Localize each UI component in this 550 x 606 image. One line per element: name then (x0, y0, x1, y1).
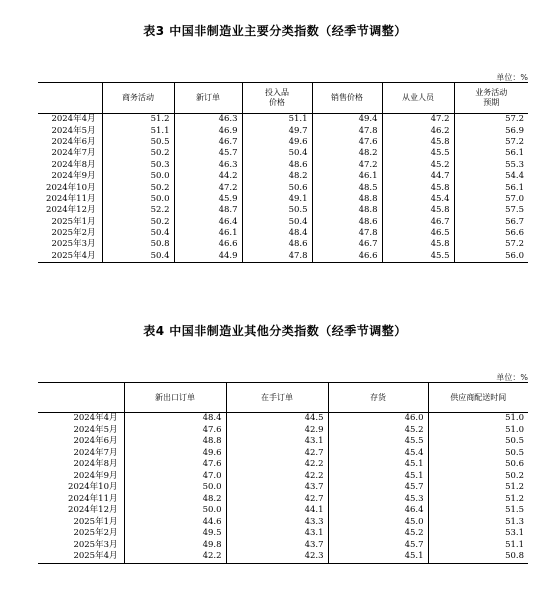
row-month-label: 2024年6月 (51, 136, 96, 147)
table-row (38, 505, 528, 517)
table-cell: 56.6 (454, 228, 528, 239)
row-month-label: 2024年7月 (73, 447, 118, 458)
table-cell: 44.5 (226, 413, 328, 425)
row-month-label: 2024年12月 (68, 505, 118, 516)
table-cell: 46.6 (174, 239, 242, 250)
table-cell: 51.2 (102, 114, 174, 126)
table-cell: 45.9 (174, 194, 242, 205)
table-row (38, 436, 528, 448)
table-cell: 45.5 (328, 436, 428, 448)
table-cell: 50.4 (242, 148, 312, 159)
table4-header-cell (38, 383, 124, 413)
table-cell: 57.2 (454, 114, 528, 126)
table-cell: 45.8 (382, 182, 454, 193)
table3-header (38, 83, 528, 114)
table-cell: 46.7 (382, 217, 454, 228)
table-cell: 46.1 (312, 171, 382, 182)
table-cell: 57.5 (454, 205, 528, 216)
table-cell: 51.2 (428, 494, 528, 506)
table-cell: 42.2 (226, 459, 328, 471)
table-row (38, 528, 528, 540)
table3-title: 表3 中国非制造业主要分类指数（经季节调整） (143, 24, 407, 38)
row-month-label: 2024年9月 (73, 470, 118, 481)
table-cell: 46.4 (328, 505, 428, 517)
table-cell: 50.2 (102, 182, 174, 193)
table-cell: 46.0 (328, 413, 428, 425)
table-row (38, 251, 528, 263)
table-cell: 45.3 (328, 494, 428, 506)
table3-header-cell: 新订单 (174, 83, 242, 114)
table-cell: 48.6 (312, 217, 382, 228)
table-cell: 45.1 (328, 551, 428, 563)
table-cell: 48.6 (242, 239, 312, 250)
row-month-label: 2024年9月 (51, 171, 96, 182)
table-row (38, 425, 528, 437)
table-cell: 42.2 (226, 471, 328, 483)
table4-other-indices (38, 382, 528, 564)
table-cell: 45.1 (328, 471, 428, 483)
table-cell: 47.8 (242, 251, 312, 263)
table-cell: 45.8 (382, 137, 454, 148)
row-month-label: 2024年6月 (73, 436, 118, 447)
table-row (38, 239, 528, 250)
table-cell: 48.4 (124, 413, 226, 425)
table-cell: 49.1 (242, 194, 312, 205)
table-cell: 44.9 (174, 251, 242, 263)
table-cell: 47.6 (124, 425, 226, 437)
table3-header-cell: 商务活动 (102, 83, 174, 114)
row-month-label: 2025年1月 (73, 516, 118, 527)
table-cell: 49.7 (242, 125, 312, 136)
row-month-label: 2024年4月 (73, 413, 118, 424)
table-cell: 43.7 (226, 540, 328, 552)
table-cell: 42.7 (226, 448, 328, 460)
table-cell: 48.2 (124, 494, 226, 506)
table-cell: 50.5 (102, 137, 174, 148)
row-month-label: 2025年2月 (73, 528, 118, 539)
table-cell: 50.2 (102, 217, 174, 228)
table-cell: 46.3 (174, 160, 242, 171)
table-cell: 48.8 (312, 194, 382, 205)
row-month-label: 2024年12月 (46, 205, 96, 216)
table-cell: 45.8 (382, 205, 454, 216)
table-row (38, 182, 528, 193)
table3-header-cell: 从业人员 (382, 83, 454, 114)
table-cell: 45.7 (328, 482, 428, 494)
table-row (38, 148, 528, 159)
row-month-label: 2024年5月 (73, 424, 118, 435)
table-cell: 54.4 (454, 171, 528, 182)
row-month-label: 2025年4月 (38, 551, 124, 563)
table-cell: 45.2 (328, 528, 428, 540)
table-cell: 52.2 (102, 205, 174, 216)
table-cell: 48.6 (242, 160, 312, 171)
table3-unit: 单位：% (496, 73, 528, 82)
table-cell: 47.2 (312, 160, 382, 171)
table4-header-cell: 新出口订单 (124, 383, 226, 413)
table-cell: 46.2 (382, 125, 454, 136)
table3-header-cell: 销售价格 (312, 83, 382, 114)
table-cell: 45.4 (382, 194, 454, 205)
table-cell: 47.0 (124, 471, 226, 483)
row-month-label: 2024年10月 (46, 182, 96, 193)
table-row (38, 517, 528, 529)
table-cell: 50.6 (242, 182, 312, 193)
table-cell: 56.1 (454, 148, 528, 159)
table-cell: 53.1 (428, 528, 528, 540)
table-cell: 46.7 (312, 239, 382, 250)
row-month-label: 2024年11月 (68, 493, 118, 504)
table-cell: 50.0 (124, 482, 226, 494)
table-cell: 51.2 (428, 482, 528, 494)
table3-body (38, 114, 528, 263)
table-cell: 47.2 (382, 114, 454, 126)
table-cell: 43.1 (226, 436, 328, 448)
table-cell: 50.6 (428, 459, 528, 471)
row-month-label: 2024年11月 (46, 193, 96, 204)
table-row (38, 459, 528, 471)
table-cell: 57.2 (454, 137, 528, 148)
table3-header-cell (38, 83, 102, 114)
table-cell: 46.7 (174, 137, 242, 148)
table-row (38, 482, 528, 494)
table-row (38, 160, 528, 171)
table-cell: 51.1 (242, 114, 312, 126)
table-row (38, 228, 528, 239)
row-month-label: 2024年10月 (68, 482, 118, 493)
table-row (38, 494, 528, 506)
table-cell: 45.0 (328, 517, 428, 529)
table-cell: 43.3 (226, 517, 328, 529)
table-cell: 56.1 (454, 182, 528, 193)
table-cell: 50.0 (124, 505, 226, 517)
table-row (38, 471, 528, 483)
table-row (38, 413, 528, 425)
table-row (38, 205, 528, 216)
row-month-label: 2024年4月 (51, 114, 96, 125)
table4-header-cell: 供应商配送时间 (428, 383, 528, 413)
table-row (38, 125, 528, 136)
table-cell: 46.5 (382, 228, 454, 239)
table-cell: 42.3 (226, 551, 328, 563)
table-row (38, 171, 528, 182)
table-row (38, 551, 528, 563)
table-cell: 50.5 (428, 448, 528, 460)
table-cell: 51.0 (428, 425, 528, 437)
row-month-label: 2024年7月 (51, 148, 96, 159)
table-row (38, 137, 528, 148)
table-cell: 47.2 (174, 182, 242, 193)
table-cell: 47.6 (124, 459, 226, 471)
row-month-label: 2025年1月 (51, 216, 96, 227)
table-cell: 45.8 (382, 239, 454, 250)
table4-title: 表4 中国非制造业其他分类指数（经季节调整） (143, 324, 407, 338)
table-cell: 45.7 (328, 540, 428, 552)
table-cell: 50.4 (242, 217, 312, 228)
table-cell: 49.5 (124, 528, 226, 540)
table3-header-cell: 业务活动 预期 (454, 83, 528, 114)
table-cell: 51.5 (428, 505, 528, 517)
table-cell: 51.3 (428, 517, 528, 529)
table4-header-cell: 在手订单 (226, 383, 328, 413)
table-cell: 50.0 (102, 194, 174, 205)
table4-unit: 单位：% (496, 373, 528, 382)
table-cell: 46.1 (174, 228, 242, 239)
table-row (38, 540, 528, 552)
table-cell: 48.2 (242, 171, 312, 182)
table-cell: 46.3 (174, 114, 242, 126)
table-row (38, 114, 528, 126)
table-cell: 44.7 (382, 171, 454, 182)
table-cell: 43.7 (226, 482, 328, 494)
table-cell: 48.8 (124, 436, 226, 448)
table4-body (38, 413, 528, 564)
table-cell: 50.4 (102, 228, 174, 239)
table-cell: 45.2 (382, 160, 454, 171)
table-row (38, 194, 528, 205)
table4-header (38, 383, 528, 413)
row-month-label: 2025年3月 (51, 239, 96, 250)
table-cell: 48.4 (242, 228, 312, 239)
table-cell: 45.5 (382, 148, 454, 159)
table-cell: 50.8 (428, 551, 528, 563)
row-month-label: 2025年4月 (38, 251, 102, 263)
table-cell: 57.2 (454, 239, 528, 250)
table-cell: 45.7 (174, 148, 242, 159)
table-cell: 45.2 (328, 425, 428, 437)
table-cell: 48.7 (174, 205, 242, 216)
table-row (38, 217, 528, 228)
table-cell: 44.6 (124, 517, 226, 529)
table-cell: 46.9 (174, 125, 242, 136)
table-cell: 46.6 (312, 251, 382, 263)
table-cell: 45.5 (382, 251, 454, 263)
table-cell: 42.7 (226, 494, 328, 506)
table-cell: 45.4 (328, 448, 428, 460)
table-cell: 46.4 (174, 217, 242, 228)
table-cell: 49.6 (242, 137, 312, 148)
table-cell: 49.4 (312, 114, 382, 126)
row-month-label: 2024年8月 (51, 159, 96, 170)
table-cell: 47.8 (312, 228, 382, 239)
table-cell: 51.1 (428, 540, 528, 552)
table-cell: 56.0 (454, 251, 528, 263)
row-month-label: 2024年8月 (73, 459, 118, 470)
row-month-label: 2024年5月 (51, 125, 96, 136)
row-month-label: 2025年3月 (73, 539, 118, 550)
table-cell: 51.0 (428, 413, 528, 425)
row-month-label: 2025年2月 (51, 228, 96, 239)
table-cell: 50.5 (242, 205, 312, 216)
table-cell: 49.8 (124, 540, 226, 552)
table-cell: 48.5 (312, 182, 382, 193)
table-cell: 47.8 (312, 125, 382, 136)
table-cell: 44.2 (174, 171, 242, 182)
table-cell: 47.6 (312, 137, 382, 148)
table-cell: 43.1 (226, 528, 328, 540)
table-cell: 57.0 (454, 194, 528, 205)
table-cell: 55.3 (454, 160, 528, 171)
table-cell: 50.0 (102, 171, 174, 182)
table-cell: 45.1 (328, 459, 428, 471)
table-cell: 51.1 (102, 125, 174, 136)
table-row (38, 448, 528, 460)
table-cell: 44.1 (226, 505, 328, 517)
table-cell: 48.8 (312, 205, 382, 216)
table4-header-cell: 存货 (328, 383, 428, 413)
table-cell: 42.2 (124, 551, 226, 563)
table-cell: 50.2 (428, 471, 528, 483)
table-cell: 50.2 (102, 148, 174, 159)
table-cell: 49.6 (124, 448, 226, 460)
table-cell: 50.8 (102, 239, 174, 250)
table-cell: 56.9 (454, 125, 528, 136)
table-cell: 42.9 (226, 425, 328, 437)
table3-main-indices (38, 82, 528, 263)
table3-header-cell: 投入品 价格 (242, 83, 312, 114)
table-cell: 56.7 (454, 217, 528, 228)
table-cell: 50.4 (102, 251, 174, 263)
table-cell: 50.3 (102, 160, 174, 171)
table-cell: 48.2 (312, 148, 382, 159)
table-cell: 50.5 (428, 436, 528, 448)
